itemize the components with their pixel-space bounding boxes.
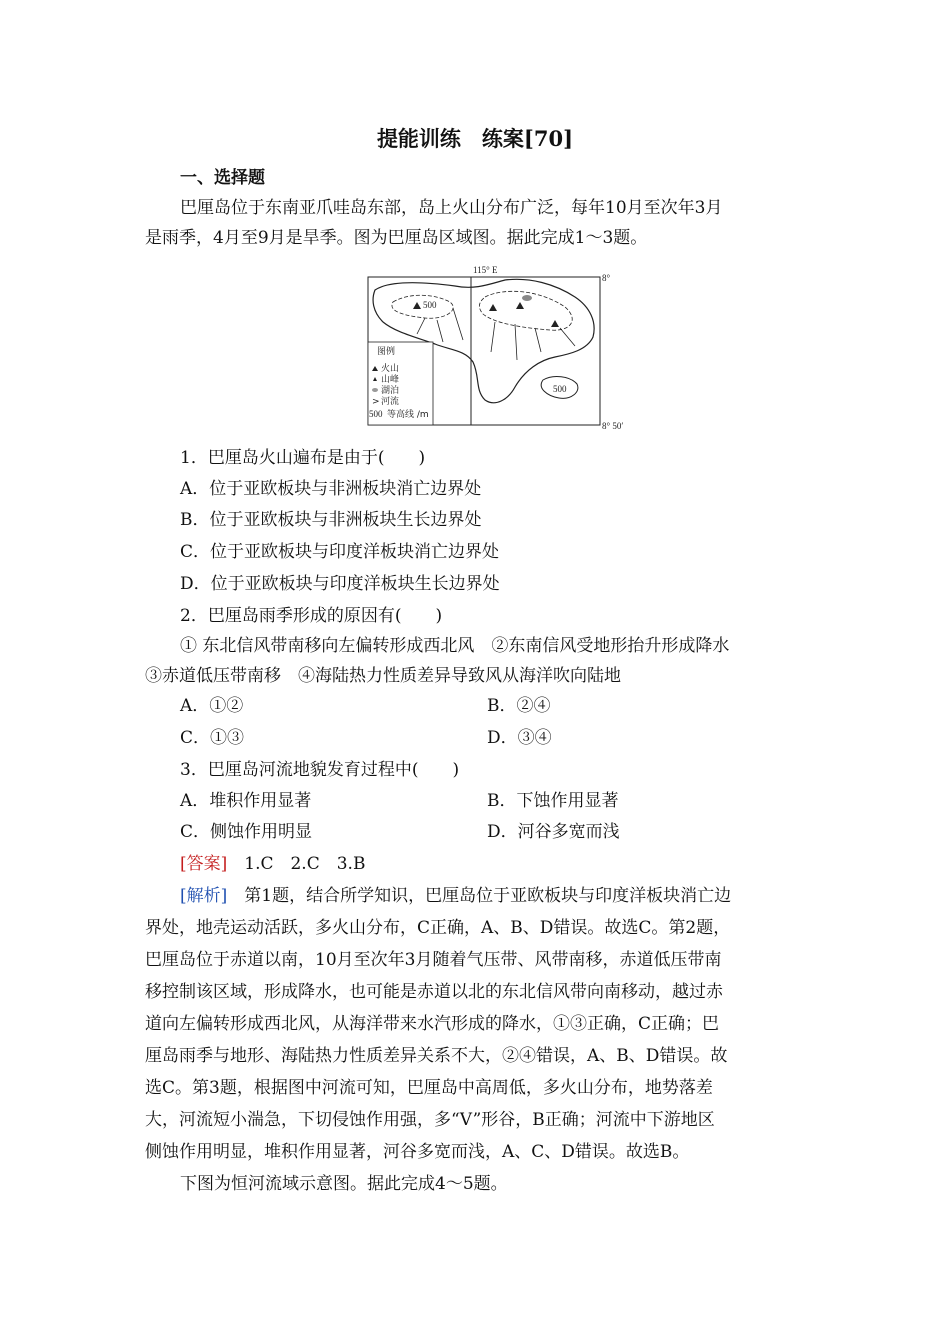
legend-peak: 山峰 bbox=[381, 375, 400, 385]
section-heading: 一、选择题 bbox=[180, 168, 265, 188]
analysis-label: [解析] bbox=[180, 886, 228, 906]
map-lon-label: 115° E bbox=[473, 265, 498, 275]
q2-statements-2: ③赤道低压带南移 ④海陆热力性质差异导致风从海洋吹向陆地 bbox=[145, 666, 621, 686]
legend-lake: 湖泊 bbox=[381, 386, 400, 396]
page-title: 提能训练 练案[70] bbox=[376, 126, 574, 151]
legend-contour: 等高线 /m bbox=[387, 410, 429, 420]
answer-label: [答案] bbox=[180, 854, 228, 874]
analysis-line-1: [解析] 第1题，结合所学知识，巴厘岛位于亚欧板块与印度洋板块消亡边 bbox=[180, 886, 732, 906]
analysis-line-6: 厘岛雨季与地形、海陆热力性质差异关系不大，②④错误，A、B、D错误。故 bbox=[145, 1046, 728, 1066]
q2-option-a: A．①② bbox=[180, 696, 244, 716]
map-contour-label: 500 bbox=[553, 384, 567, 394]
q1-stem: 1．巴厘岛火山遍布是由于( ) bbox=[180, 448, 426, 468]
q2-stem: 2．巴厘岛雨季形成的原因有( ) bbox=[180, 606, 443, 626]
q2-option-c: C．①③ bbox=[180, 728, 245, 748]
q3-option-c: C．侧蚀作用明显 bbox=[180, 822, 313, 842]
q3-stem: 3．巴厘岛河流地貌发育过程中( ) bbox=[180, 760, 460, 780]
q1-option-b: B．位于亚欧板块与非洲板块生长边界处 bbox=[180, 510, 482, 530]
intro-line-1: 巴厘岛位于东南亚爪哇岛东部，岛上火山分布广泛，每年10月至次年3月 bbox=[180, 198, 723, 218]
analysis-line-4: 移控制该区域，形成降水，也可能是赤道以北的东北信风带向南移动，越过赤 bbox=[145, 982, 723, 1002]
map-lat-top: 8° bbox=[602, 273, 611, 283]
bali-region-map bbox=[365, 262, 625, 432]
q2-statements-1: ① 东北信风带南移向左偏转形成西北风 ②东南信风受地形抬升形成降水 bbox=[180, 636, 730, 656]
legend-title: 图例 bbox=[377, 347, 396, 357]
lake-icon bbox=[372, 388, 378, 392]
q2-option-b: B．②④ bbox=[487, 696, 551, 716]
legend-contour-value: 500 bbox=[369, 409, 383, 419]
q1-option-d: D．位于亚欧板块与印度洋板块生长边界处 bbox=[180, 574, 500, 594]
answer-text: 1.C 2.C 3.B bbox=[227, 854, 366, 874]
analysis-line-9: 侧蚀作用明显，堆积作用显著，河谷多宽而浅，A、C、D错误。故选B。 bbox=[145, 1142, 690, 1162]
river-icon: > bbox=[372, 397, 380, 407]
q3-option-b: B．下蚀作用显著 bbox=[487, 791, 619, 811]
map-contour-label: 500 bbox=[423, 300, 437, 310]
q3-option-a: A．堆积作用显著 bbox=[180, 791, 312, 811]
answer-line bbox=[180, 852, 365, 876]
next-question-intro: 下图为恒河流域示意图。据此完成4～5题。 bbox=[180, 1174, 508, 1194]
analysis-line-7: 选C。第3题，根据图中河流可知，巴厘岛中高周低，多火山分布，地势落差 bbox=[145, 1078, 713, 1098]
q3-option-d: D．河谷多宽而浅 bbox=[487, 822, 620, 842]
q1-option-a: A．位于亚欧板块与非洲板块消亡边界处 bbox=[180, 479, 482, 499]
analysis-line-2: 界处，地壳运动活跃，多火山分布，C正确，A、B、D错误。故选C。第2题， bbox=[145, 918, 731, 938]
q1-option-c: C．位于亚欧板块与印度洋板块消亡边界处 bbox=[180, 542, 500, 562]
map-lat-bottom: 8° 50′ bbox=[602, 421, 624, 431]
analysis-line-5: 道向左偏转形成西北风，从海洋带来水汽形成的降水，①③正确，C正确；巴 bbox=[145, 1014, 720, 1034]
intro-line-2: 是雨季，4月至9月是旱季。图为巴厘岛区域图。据此完成1～3题。 bbox=[145, 228, 648, 248]
legend-volcano: 火山 bbox=[381, 364, 400, 374]
q2-option-d: D．③④ bbox=[487, 728, 552, 748]
analysis-line-3: 巴厘岛位于赤道以南，10月至次年3月随着气压带、风带南移，赤道低压带南 bbox=[145, 950, 722, 970]
analysis-line-8: 大，河流短小湍急，下切侵蚀作用强，多“V”形谷，B正确；河流中下游地区 bbox=[145, 1110, 715, 1130]
legend-river: 河流 bbox=[381, 397, 400, 407]
